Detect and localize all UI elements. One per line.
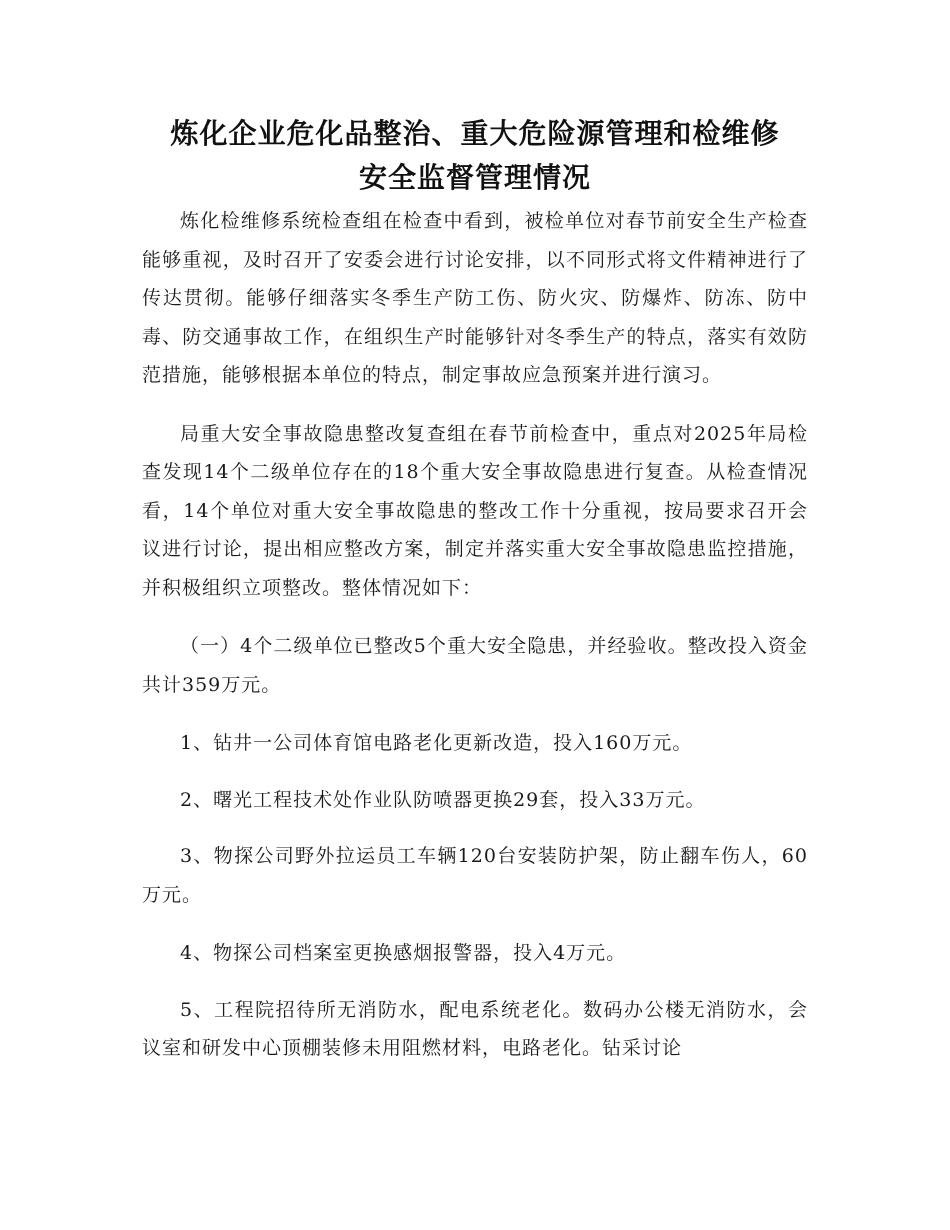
document-body [142, 202, 808, 1088]
title-line-2: 安全监督管理情况 [358, 161, 591, 194]
document-title [110, 112, 840, 200]
list-item-2: 2、曙光工程技术处作业队防喷器更换29套，投入33万元。 [180, 788, 706, 811]
list-item-3: 3、物探公司野外拉运员工车辆120台安装防护架，防止翻车伤人，60万元。 [142, 845, 808, 906]
list-item-1: 1、钻井一公司体育馆电路老化更新改造，投入160万元。 [180, 732, 693, 754]
paragraph-section-one: （一）4个二级单位已整改5个重大安全隐患，并经验收。整改投入资金共计359万元。 [142, 635, 808, 696]
title-line-1: 炼化企业危化品整治、重大危险源管理和检维修 [170, 117, 780, 150]
paragraph-hazard-review: 局重大安全事故隐患整改复查组在春节前检查中，重点对2025年局检查发现14个二级单位存在的18个重大安全事故隐患进行复查。从检查情况看，14个单位对重大安全事故隐患的整改工作十分重视，按局要求召开会议进行讨论，提出相应整改方案，制定并落实重大安全事故隐患监控措施，并积极组织立项整改。整体情况如下： [142, 422, 808, 599]
list-item-5: 5、工程院招待所无消防水，配电系统老化。数码办公楼无消防水，会议室和研发中心顶棚装修未用阻燃材料，电路老化。钻采讨论 [142, 998, 808, 1059]
list-item-4: 4、物探公司档案室更换感烟报警器，投入4万元。 [180, 942, 627, 964]
paragraph-inspection-overview: 炼化检维修系统检查组在检查中看到，被检单位对春节前安全生产检查能够重视，及时召开了安委会进行讨论安排，以不同形式将文件精神进行了传达贯彻。能够仔细落实冬季生产防工伤、防火灾、防爆炸、防冻、防中毒、防交通事故工作，在组织生产时能够针对冬季生产的特点，落实有效防范措施，能够根据本单位的特点，制定事故应急预案并进行演习。 [142, 210, 808, 386]
